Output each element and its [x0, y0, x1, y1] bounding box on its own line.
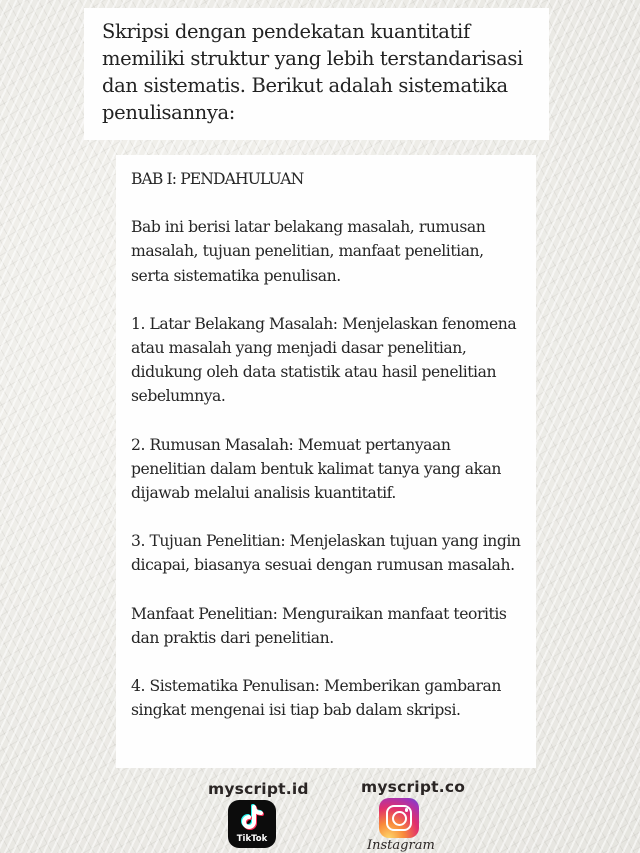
- chapter-heading: BAB I: PENDAHULUAN: [131, 170, 304, 188]
- instagram-handle[interactable]: myscript.co: [361, 778, 466, 796]
- content-card: [116, 155, 536, 768]
- instagram-dot: [405, 808, 409, 812]
- section-sistematika-penulisan: 4. Sistematika Penulisan: Memberikan gambaran singkat mengenai isi tiap bab dalam skripsi.: [131, 677, 501, 720]
- section-tujuan-penelitian: 3. Tujuan Penelitian: Menjelaskan tujuan yang ingin dicapai, biasanya sesuai dengan rumusan masalah.: [131, 532, 521, 575]
- section-latar-belakang: 1. Latar Belakang Masalah: Menjelaskan fenomena atau masalah yang menjadi dasar penelitian, didukung oleh data statistik atau hasil penelitian sebelumnya.: [131, 314, 517, 406]
- section-rumusan-masalah: 2. Rumusan Masalah: Memuat pertanyaan penelitian dalam bentuk kalimat tanya yang akan dijawab melalui analisis kuantitatif.: [131, 435, 502, 503]
- tiktok-note-icon: [237, 804, 267, 834]
- instagram-icon[interactable]: [379, 798, 419, 838]
- tiktok-handle[interactable]: myscript.id: [208, 780, 309, 798]
- instagram-lens: [392, 811, 407, 826]
- tiktok-icon[interactable]: [228, 800, 276, 848]
- instagram-label: Instagram: [367, 838, 435, 853]
- intro-text: Skripsi dengan pendekatan kuantitatif memiliki struktur yang lebih terstandarisasi dan sistematis. Berikut adalah sistematika penulisannya:: [102, 20, 523, 124]
- intro-card: [84, 8, 549, 140]
- section-manfaat-penelitian: Manfaat Penelitian: Menguraikan manfaat teoritis dan praktis dari penelitian.: [131, 604, 507, 647]
- chapter-description: Bab ini berisi latar belakang masalah, rumusan masalah, tujuan penelitian, manfaat penelitian, serta sistematika penulisan.: [131, 218, 486, 285]
- tiktok-label: TikTok: [236, 834, 268, 844]
